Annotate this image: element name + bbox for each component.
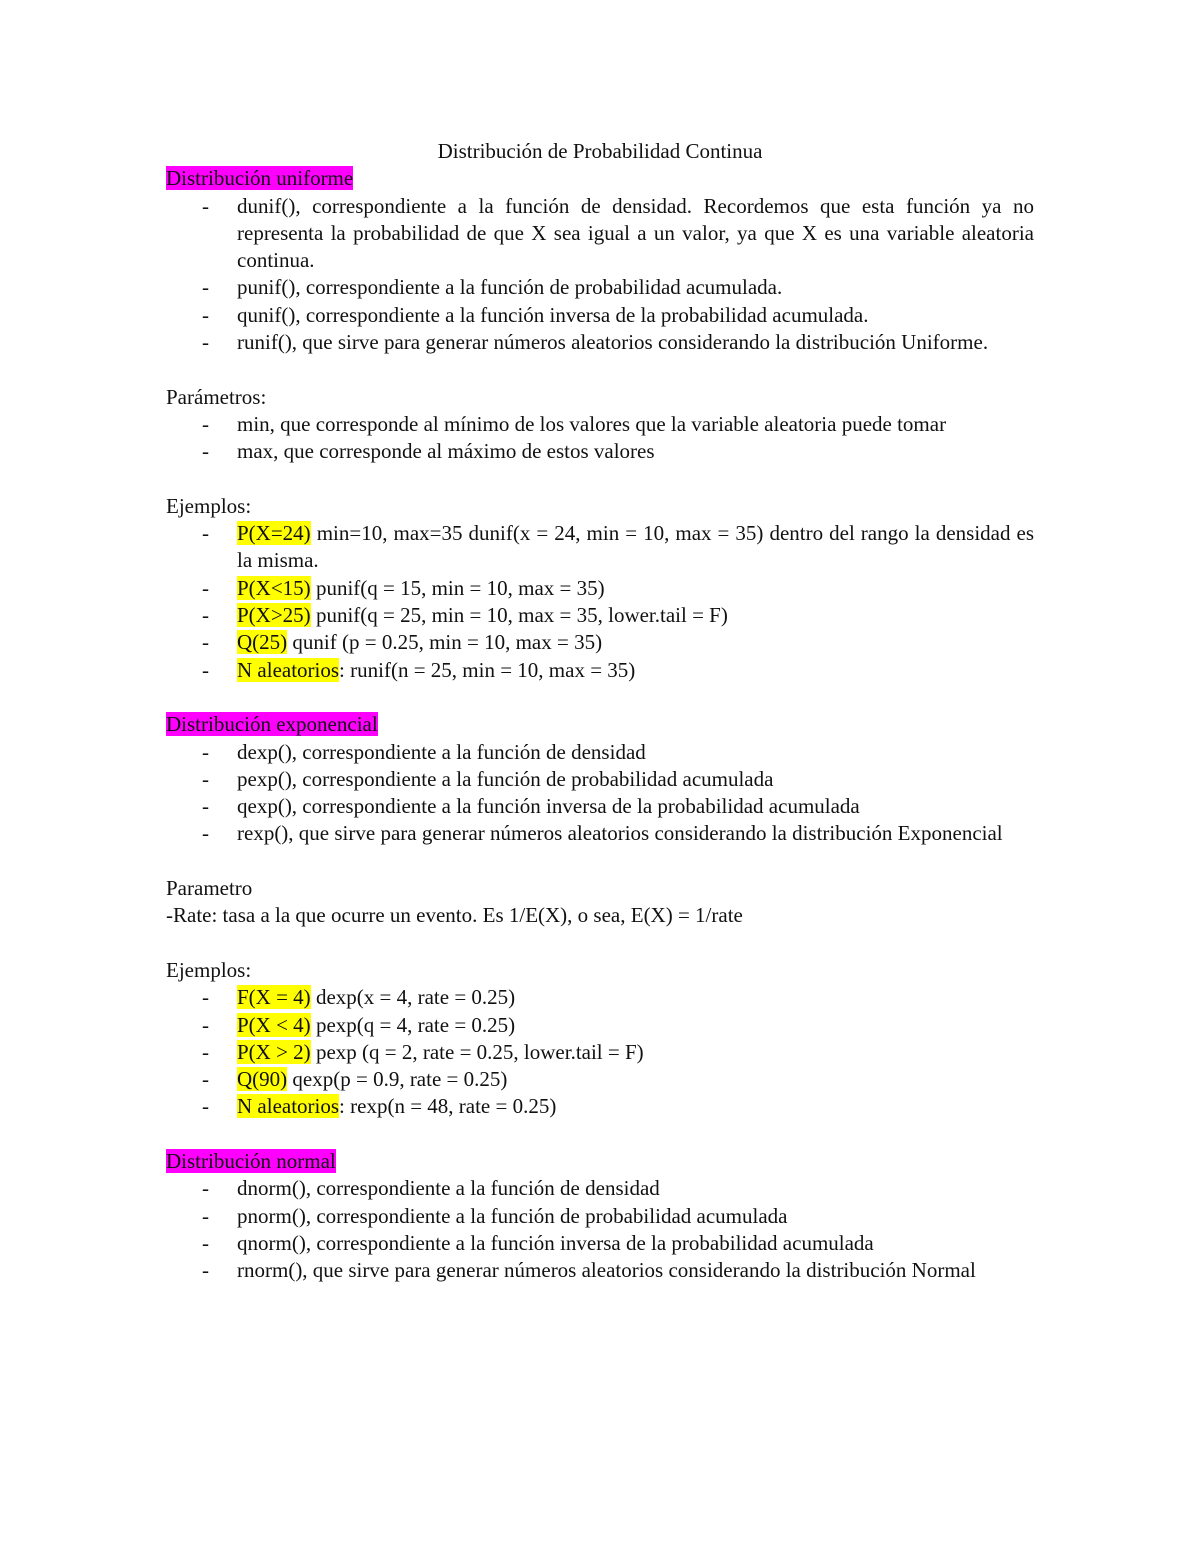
exponencial-functions-list xyxy=(166,739,1034,848)
example-tag: Q(25) xyxy=(237,630,288,655)
example-text: min=10, max=35 dunif(x = 24, min = 10, max = 35) dentro del rango la densidad es la misma. xyxy=(237,521,1034,573)
example-tag: N aleatorios xyxy=(237,657,340,682)
example-text: pexp (q = 2, rate = 0.25, lower.tail = F) xyxy=(310,1039,644,1064)
example-tag: P(X=24) xyxy=(237,521,311,546)
list-item: - qnorm(), correspondiente a la función inversa de la probabilidad acumulada xyxy=(166,1230,1034,1257)
example-tag: P(X>25) xyxy=(237,603,311,628)
list-item: - qexp(), correspondiente a la función inversa de la probabilidad acumulada xyxy=(166,793,1034,820)
heading-highlight: Distribución uniforme xyxy=(166,166,354,191)
heading-highlight: Distribución normal xyxy=(166,1148,336,1173)
list-item: - min, que corresponde al mínimo de los valores que la variable aleatoria puede tomar xyxy=(166,411,1034,438)
list-item xyxy=(166,1093,1034,1120)
exponencial-examples-label: Ejemplos: xyxy=(166,957,252,982)
example-text: : rexp(n = 48, rate = 0.25) xyxy=(339,1094,557,1119)
example-tag: Q(90) xyxy=(237,1067,288,1092)
section-heading-uniforme xyxy=(166,165,1034,192)
list-item xyxy=(166,984,1034,1011)
list-item: - dunif(), correspondiente a la función de densidad. Recordemos que esta función ya no representa la probabilidad de que X sea igual a un valor, ya que X es una variable aleatoria continua. xyxy=(166,193,1034,275)
list-item xyxy=(166,629,1034,656)
example-tag: F(X = 4) xyxy=(237,985,311,1010)
exponencial-param-text: -Rate: tasa a la que ocurre un evento. Es 1/E(X), o sea, E(X) = 1/rate xyxy=(166,903,743,928)
uniforme-examples-label: Ejemplos: xyxy=(166,493,252,518)
exponencial-param-label: Parametro xyxy=(166,876,253,901)
list-item: - max, que corresponde al máximo de estos valores xyxy=(166,438,1034,465)
example-tag: P(X<15) xyxy=(237,575,311,600)
example-tag: N aleatorios xyxy=(237,1094,340,1119)
uniforme-params-list xyxy=(166,411,1034,466)
list-item xyxy=(166,602,1034,629)
list-item xyxy=(166,657,1034,684)
example-tag: P(X > 2) xyxy=(237,1039,311,1064)
example-text: pexp(q = 4, rate = 0.25) xyxy=(310,1012,516,1037)
document-title: Distribución de Probabilidad Continua xyxy=(437,139,763,163)
section-heading-normal xyxy=(166,1148,1034,1175)
uniforme-examples-list xyxy=(166,520,1034,684)
list-item: - dexp(), correspondiente a la función de densidad xyxy=(166,739,1034,766)
list-item: - runif(), que sirve para generar números aleatorios considerando la distribución Uniforme. xyxy=(166,329,1034,356)
example-tag: P(X < 4) xyxy=(237,1012,311,1037)
heading-highlight: Distribución exponencial xyxy=(166,712,378,737)
list-item: - punif(), correspondiente a la función de probabilidad acumulada. xyxy=(166,274,1034,301)
uniforme-params-label: Parámetros: xyxy=(166,384,267,409)
list-item xyxy=(166,1012,1034,1039)
list-item xyxy=(166,575,1034,602)
example-text: qunif (p = 0.25, min = 10, max = 35) xyxy=(287,630,603,655)
example-text: punif(q = 15, min = 10, max = 35) xyxy=(310,575,605,600)
list-item: - rexp(), que sirve para generar números aleatorios considerando la distribución Exponencial xyxy=(166,820,1034,847)
list-item: - qunif(), correspondiente a la función inversa de la probabilidad acumulada. xyxy=(166,302,1034,329)
list-item: - pnorm(), correspondiente a la función de probabilidad acumulada xyxy=(166,1203,1034,1230)
example-text: qexp(p = 0.9, rate = 0.25) xyxy=(287,1067,508,1092)
example-text: dexp(x = 4, rate = 0.25) xyxy=(310,985,516,1010)
list-item xyxy=(166,1039,1034,1066)
list-item: - rnorm(), que sirve para generar números aleatorios considerando la distribución Normal xyxy=(166,1257,1034,1284)
uniforme-functions-list xyxy=(166,193,1034,357)
document-page xyxy=(166,138,1034,1284)
list-item xyxy=(166,1066,1034,1093)
list-item: - pexp(), correspondiente a la función de probabilidad acumulada xyxy=(166,766,1034,793)
normal-functions-list xyxy=(166,1175,1034,1284)
example-text: : runif(n = 25, min = 10, max = 35) xyxy=(339,657,636,682)
list-item xyxy=(166,520,1034,575)
list-item: - dnorm(), correspondiente a la función de densidad xyxy=(166,1175,1034,1202)
exponencial-examples-list xyxy=(166,984,1034,1120)
example-text: punif(q = 25, min = 10, max = 35, lower.tail = F) xyxy=(310,603,728,628)
section-heading-exponencial xyxy=(166,711,1034,738)
